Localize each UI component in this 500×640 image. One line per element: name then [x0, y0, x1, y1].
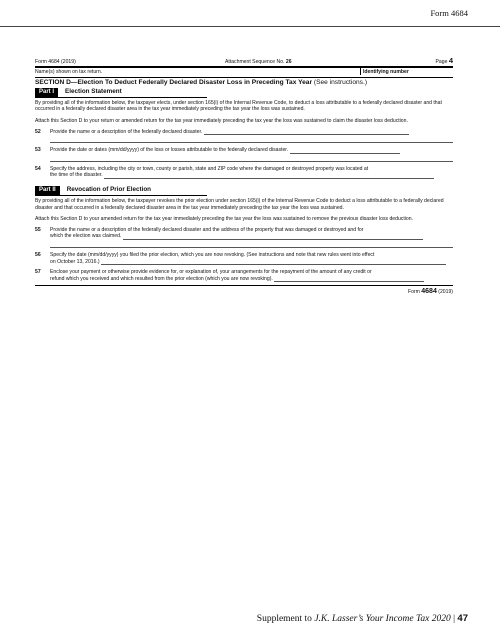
- name-rule: [35, 77, 453, 78]
- running-head: Form 4684: [430, 8, 468, 18]
- line-number: 55: [35, 226, 41, 233]
- identifying-number-label[interactable]: Identifying number: [360, 68, 409, 76]
- line-text-cont: which the election was claimed.: [50, 233, 122, 240]
- line-54: [35, 166, 453, 179]
- section-d-note: (See instructions.): [313, 79, 368, 87]
- part-1-attach: Attach this Section D to your return or amended return for the tax year immediately preceding the tax year the loss was sustained to claim the disaster loss deduction.: [35, 117, 408, 124]
- attachment-sequence: [225, 59, 292, 66]
- part-2-intro: By providing all of the information below, the taxpayer revokes the prior election under section 165(i) of the Internal Revenue Code to deduct a loss attributable to a federally declared disaster and that occurred in a federally declared disaster area in the tax year immediately preceding the tax year the loss was sustained.: [35, 197, 444, 211]
- line-52-field-extra[interactable]: [50, 135, 453, 143]
- line-number: 53: [35, 147, 41, 154]
- line-text: Provide the name or a description of the federally declared disaster.: [50, 128, 203, 135]
- line-54-field[interactable]: [104, 173, 434, 179]
- line-text-cont: on October 13, 2016.): [50, 258, 100, 265]
- supplement-footer: [257, 613, 468, 624]
- line-56-field[interactable]: [101, 259, 446, 265]
- part-2-header: [35, 186, 207, 196]
- line-number: 54: [35, 165, 41, 172]
- line-55-field[interactable]: [123, 234, 423, 240]
- footer-year: (2019): [438, 288, 453, 295]
- line-number: 56: [35, 251, 41, 258]
- section-d-title: [35, 80, 453, 87]
- form-ref: Form 4684 (2019): [35, 59, 76, 66]
- line-52-field[interactable]: [204, 129, 409, 135]
- line-55-field-extra[interactable]: [50, 240, 453, 248]
- line-number: 57: [35, 269, 41, 276]
- name-row: [35, 68, 453, 77]
- name-field-label[interactable]: Name(s) shown on tax return.: [35, 68, 103, 75]
- supplement-text: Supplement to: [256, 614, 315, 624]
- footer-form-number: 4684: [421, 287, 437, 295]
- line-text: Specify the address, including the city or town, county or parish, state and ZIP code where the damaged or destroyed property was located at: [50, 165, 369, 172]
- part-2-badge: Part II: [35, 186, 60, 195]
- part-2-attach: Attach this Section D to your amended return for the tax year immediately preceding the tax year the loss was sustained to remove the previous disaster loss deduction.: [35, 216, 413, 223]
- line-55: [35, 227, 453, 240]
- line-57-field[interactable]: [274, 276, 424, 282]
- line-text-cont: the time of the disaster.: [50, 172, 103, 179]
- line-number: 52: [35, 128, 41, 135]
- line-53: [35, 147, 453, 154]
- line-text: Enclose your payment or otherwise provide evidence for, or explanation of, your arrangements for the repayment of the amount of any credit or: [50, 269, 372, 276]
- page-value: 4: [448, 56, 453, 66]
- book-page-number: 47: [457, 613, 468, 624]
- line-text: Provide the name or a description of the federally declared disaster and the address of the property that was damaged or destroyed and for: [50, 226, 364, 233]
- form-footer: [35, 289, 453, 296]
- line-53-field-extra[interactable]: [50, 154, 453, 162]
- part-1-intro: By providing all of the information below, the taxpayer elects, under section 165(i) of the Internal Revenue Code, to deduct a loss attributable to a federally declared disaster and that occurred in a federally declared disaster area in the tax year immediately preceding the tax year the loss was sustained.: [35, 99, 442, 113]
- line-text: Specify the date (mm/dd/yyyy) you filed the prior election, which you are now revoking. (See instructions and note that new rules went into effect: [50, 251, 375, 258]
- part-1-header: [35, 88, 207, 98]
- line-52: [35, 129, 453, 136]
- form-header: [35, 58, 453, 66]
- part-1-title: Election Statement: [65, 87, 122, 95]
- line-57: [35, 269, 453, 282]
- separator: |: [453, 614, 456, 624]
- part-1-badge: Part I: [35, 88, 58, 97]
- section-d-heading: SECTION D—Election To Deduct Federally Declared Disaster Loss in Preceding Tax Year: [35, 79, 313, 87]
- line-56: [35, 252, 453, 265]
- page-label: Page: [435, 59, 448, 66]
- sequence-number: 26: [285, 59, 292, 66]
- part-2-title: Revocation of Prior Election: [66, 186, 152, 194]
- line-text-cont: refund which you received and which resulted from the prior election (which you are now revoking).: [50, 275, 273, 282]
- header-rule: [0, 26, 500, 27]
- footer-rule: [35, 285, 453, 286]
- footer-form-word: Form: [407, 288, 420, 295]
- attachment-label: Attachment Sequence No.: [225, 59, 285, 66]
- form-4684-page: [35, 58, 453, 295]
- line-53-field[interactable]: [290, 148, 400, 154]
- page-number: [436, 58, 454, 66]
- book-title: J.K. Lasser’s Your Income Tax 2020: [314, 614, 451, 624]
- line-text: Provide the date or dates (mm/dd/yyyy) of the loss or losses attributable to the federally declared disaster.: [50, 147, 289, 154]
